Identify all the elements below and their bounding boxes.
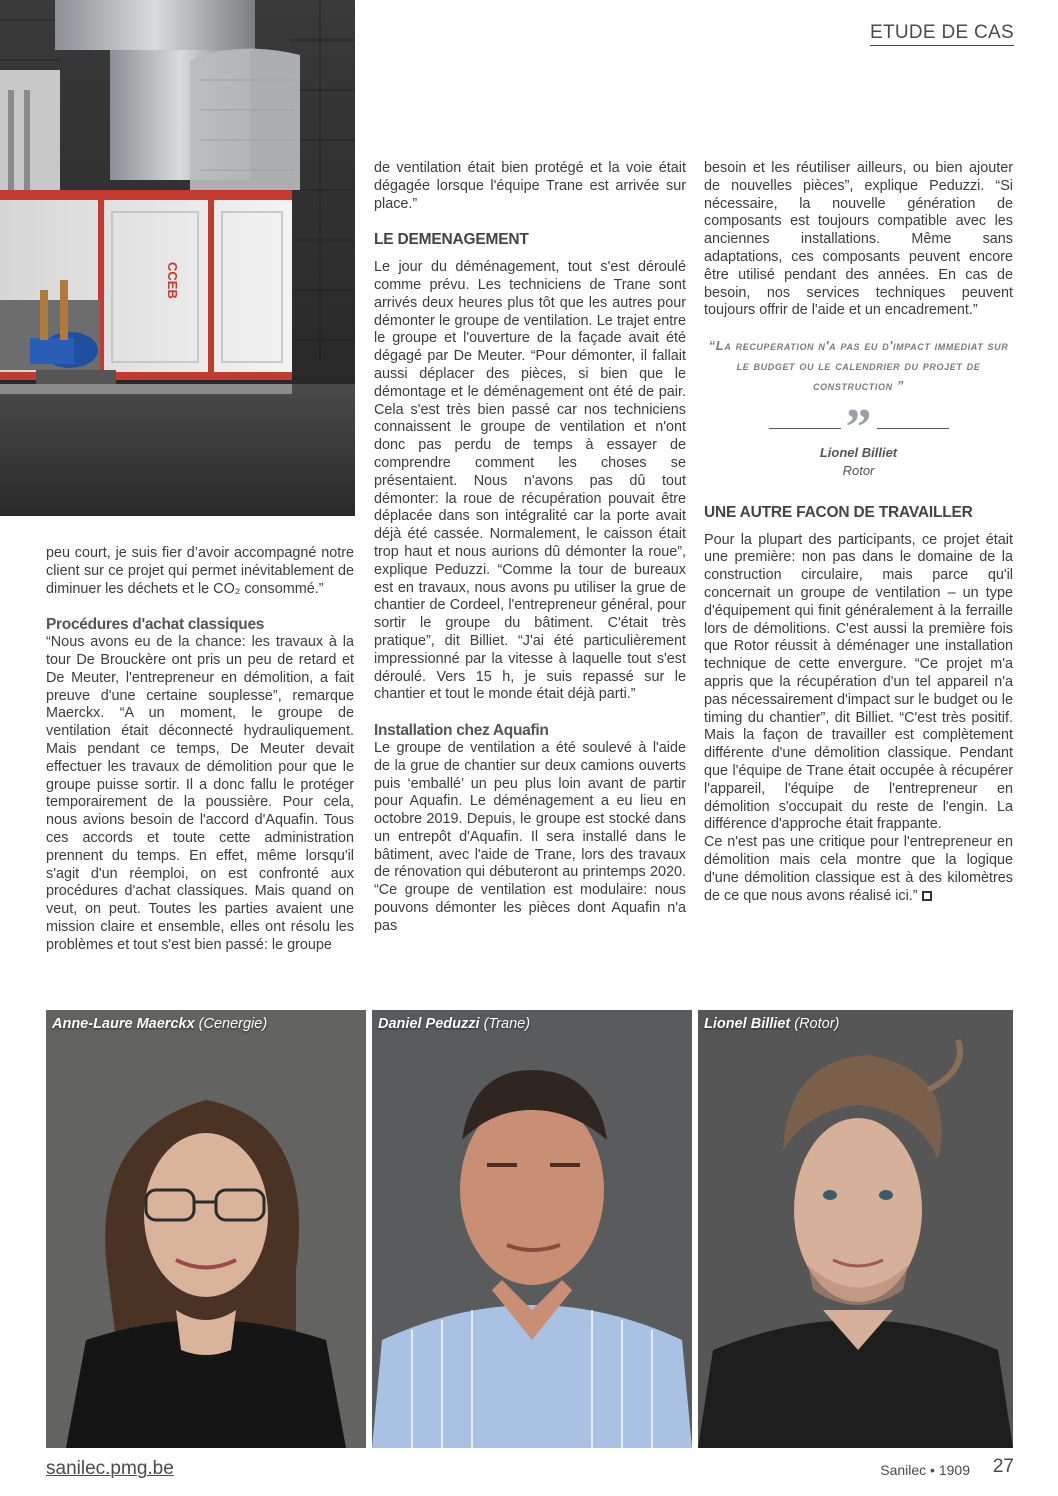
col2-heading-demenagement: LE DEMENAGEMENT [374,231,529,249]
col3-paragraph-3: Ce n'est pas une critique pour l'entrepreneur en démolition mais cela montre que la logique d'une démolition classique est à des kilomètres de ce que nous avons réalisé ici.” [704,834,1013,904]
end-of-article-icon [922,891,932,901]
col3-heading-facon: UNE AUTRE FACON DE TRAVAILLER [704,503,973,521]
caption-billiet: Lionel Billiet (Rotor) [704,1016,840,1032]
col1-paragraph-1: peu court, je suis fier d’avoir accompagné notre client sur ce projet qui permet inévitablement de diminuer les déchets et le CO₂ consommé.” [46,545,354,597]
portrait-billiet [698,1010,1013,1448]
col3-paragraph-1: besoin et les réutiliser ailleurs, ou bien ajouter de nouvelles pièces”, explique Peduzzi. “Si nécessaire, la nouvelle génération de composants est toujours compatible avec les anciennes installations. Même sans adaptations, ces composants peuvent encore être utilisé pendant des années. En cas de besoin, nos services techniques peuvent toujours offrir de l'aide et un encadrement.” [704,160,1013,319]
pull-quote-org: Rotor [842,462,875,478]
col3-paragraph-2: Pour la plupart des participants, ce projet était une première: non pas dans le domaine de la construction circulaire, mais parce qu'il concernait un groupe de ventilation – un type d'équipement qui finit généralement à la ferraille lors de démolitions. C'est aussi la première fois que Rotor réussit à déménager une installation technique de cette envergure. “Ce projet m'a appris que la récupération d'un tel appareil n'a pas nécessairement d'impact sur le budget ou le timing du chantier”, dit Billiet. “C'est très positif. Mais la façon de travailler est complètement différente d'une démolition classique. Pendant que l'équipe de Trane était occupée à récupérer l'appareil, l'équipe de l'entrepreneur en démolition s'occupait du reste de l'engin. La différence d'approche était frappante. [704,531,1013,833]
svg-text:CCEB: CCEB [165,262,180,299]
col1-paragraph-2: “Nous avons eu de la chance: les travaux à la tour De Brouckère ont pris un peu de retard et De Meuter, l'entrepreneur en démolition, a fait preuve d'une certaine souplesse”, remarque Maerckx. “A un moment, le groupe de ventilation était déconnecté hydrauliquement. Mais pendant ce temps, De Meuter devait effectuer les travaux de démolition pour que le groupe puisse sortir. Il a donc fallu le protéger temporairement de la poussière. Pour cela, nous avions besoin de l'accord d'Aquafin. Tous ces accords et toute cette administration prennent du temps. En effet, même lorsqu'il s'agit d'un réemploi, on est confronté aux procédures d'achat classiques. Mais quand on veut, on peut. Toutes les parties avaient une mission claire et ensemble, elles ont résolu les problèmes et tout s'est bien passé: le groupe [46,634,354,953]
col1-heading-achat: Procédures d'achat classiques [46,616,265,634]
portrait-peduzzi [372,1010,692,1448]
ventilation-unit-photo [0,0,355,516]
column-2 [374,160,686,936]
column-1 [46,545,354,955]
col2-paragraph-3: Le groupe de ventilation a été soulevé à l'aide de la grue de chantier sur deux camions ouverts puis ‘emballé’ un peu plus loin avant de partir pour Aquafin. Le déménagement a eu lieu en octobre 2019. Depuis, le groupe est stocké dans un entrepôt d'Aquafin. Il sera installé dans le bâtiment, avec l'aide de Trane, lors des travaux de rénovation qui débuteront au printemps 2020. “Ce groupe de ventilation est modulaire: nous pouvons démonter les pièces dont Aquafin n'a pas [374,739,686,934]
pull-quote-author: Lionel Billiet [819,445,898,461]
footer-publication: Sanilec • 1909 [880,1462,970,1478]
col2-paragraph-2: Le jour du déménagement, tout s'est déroulé comme prévu. Les techniciens de Trane sont arrivés deux heures plus tôt que les autres pour démonter le groupe de ventilation. Le trajet entre le groupe et l'ouverture de la façade avait été dégagé par De Meuter. “Pour démonter, il fallait aussi déplacer des pièces, si bien que le démontage et le déménagement ont été de pair. Cela s'est très bien passé car nos techniciens connaissent le groupe de ventilation et n'ont donc pas perdu de temps à essayer de comprendre comment les choses se présentaient. Nous n'avons pas dû tout démonter: la roue de récupération pouvait être déplacée dans son intégralité car la porte avait déjà été cassée. Normalement, le caisson était trop haut et nous aurions dû démonter la roue”, explique Peduzzi. “Comme la tour de bureaux est en travaux, nous avons pu utiliser la grue de chantier de Cordeel, l'entrepreneur général, pour sortir le groupe du bâtiment. C'était très pratique”, dit Billiet. “J'ai été particulièrement impressionné par la vitesse à laquelle tout s'est déroulé. Vers 15 h, je suis repassé sur le chantier et tout le monde était déjà parti.” [374,259,686,703]
pull-quote-text: “La recuperation n'a pas eu d'impact immediat sur le budget ou le calendrier du projet de construction ” [708,338,1009,394]
col2-paragraph-1: de ventilation était bien protégé et la voie était dégagée lorsque l'équipe Trane est arrivée sur place.” [374,160,686,212]
pull-quote [704,336,1013,480]
footer-website-link[interactable]: sanilec.pmg.be [46,1458,174,1479]
portrait-maerckx [46,1010,366,1448]
col2-heading-aquafin: Installation chez Aquafin [374,722,549,740]
quote-mark-icon: ” [845,399,872,457]
column-3 [704,160,1013,905]
caption-maerckx: Anne-Laure Maerckx (Cenergie) [52,1016,268,1032]
page-number: 27 [992,1456,1014,1477]
caption-peduzzi: Daniel Peduzzi (Trane) [378,1016,531,1032]
section-tag: ETUDE DE CAS [870,22,1014,46]
